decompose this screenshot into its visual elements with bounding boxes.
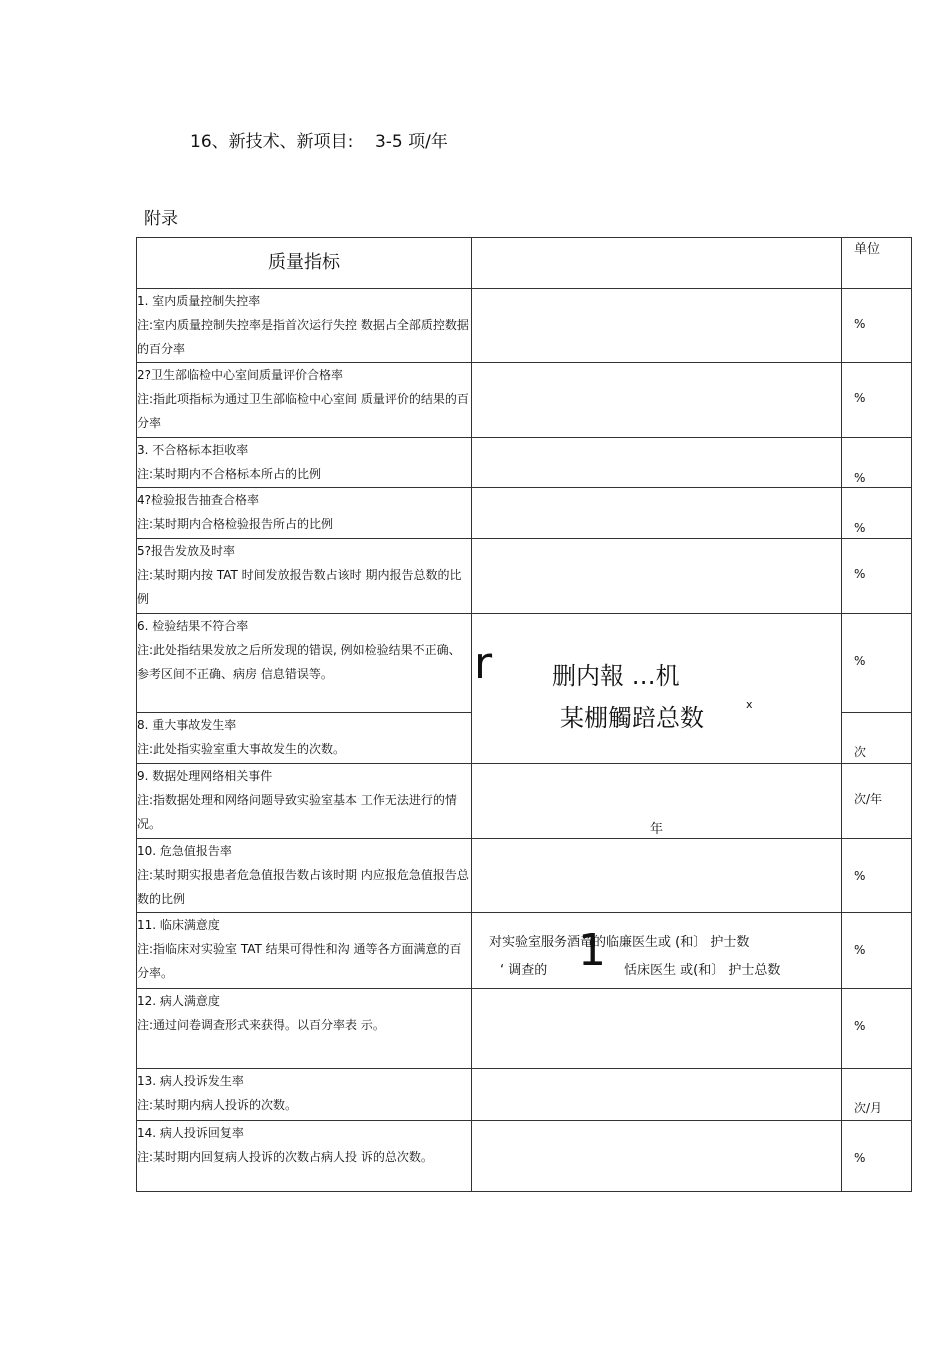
indicator-note: 注:某时期实报患者危急值报告数占该时期 内应报危急值报告总数的比例 <box>137 868 469 906</box>
formula-quote: ‘ 调查的 <box>500 963 548 978</box>
unit-value: % <box>854 567 866 581</box>
indicator-cell <box>137 1121 472 1192</box>
formula-denominator: 恬床医生 或(和〕 护士总数 <box>624 963 781 978</box>
formula-cell <box>472 438 842 488</box>
indicator-note: 注:某时期内按 TAT 时间发放报告数占该时 期内报告总数的比例 <box>137 568 462 606</box>
indicator-name: 10. 危急值报告率 <box>137 844 232 858</box>
indicator-name: 3. 不合格标本拒收率 <box>137 443 249 457</box>
indicator-note: 注:指临床对实验室 TAT 结果可得性和沟 通等各方面满意的百分率。 <box>137 942 462 980</box>
table-row <box>137 289 912 363</box>
formula-glyph-r: r <box>474 638 493 689</box>
table-row <box>137 1069 912 1121</box>
unit-cell <box>842 539 912 614</box>
unit-cell <box>842 989 912 1069</box>
header-formula-cell <box>472 238 842 289</box>
formula-cell <box>472 989 842 1069</box>
indicator-note: 注:室内质量控制失控率是指首次运行失控 数据占全部质控数据的百分率 <box>137 318 469 356</box>
unit-value: % <box>854 471 866 485</box>
header-quality-indicator: 质量指标 <box>137 238 472 289</box>
table-row <box>137 614 912 713</box>
unit-cell <box>842 1069 912 1121</box>
section-16-heading: 16、新技术、新项目: 3-5 项/年 <box>190 132 448 152</box>
indicator-cell <box>137 488 472 539</box>
formula-numerator: 删内報 …机 <box>552 662 680 690</box>
indicator-note: 注:此处指实验室重大事故发生的次数。 <box>137 742 346 756</box>
unit-value: % <box>854 943 866 957</box>
table-row <box>137 438 912 488</box>
indicator-cell <box>137 363 472 438</box>
indicator-note: 注:某时期内不合格标本所占的比例 <box>137 467 322 481</box>
formula-year-label: 年 <box>650 822 664 837</box>
formula-cell <box>472 764 842 839</box>
indicator-cell <box>137 989 472 1069</box>
formula-cell <box>472 913 842 989</box>
formula-cell <box>472 713 842 764</box>
indicator-name: 9. 数据处理网络相关事件 <box>137 769 273 783</box>
unit-value: 次/年 <box>854 792 883 806</box>
table-row <box>137 1121 912 1192</box>
unit-cell <box>842 713 912 764</box>
table-header-row <box>137 238 912 289</box>
table-row <box>137 839 912 913</box>
unit-cell <box>842 1121 912 1192</box>
table-row <box>137 539 912 614</box>
table-row <box>137 363 912 438</box>
indicator-cell <box>137 539 472 614</box>
unit-value: % <box>854 869 866 883</box>
unit-cell <box>842 438 912 488</box>
indicator-cell <box>137 764 472 839</box>
unit-value: % <box>854 1151 866 1165</box>
formula-cell <box>472 839 842 913</box>
indicator-cell <box>137 913 472 989</box>
formula-cell <box>472 1121 842 1192</box>
header-unit: 单位 <box>842 238 912 289</box>
indicator-cell <box>137 614 472 713</box>
indicator-note: 注:某时期内合格检验报告所占的比例 <box>137 517 334 531</box>
table-row <box>137 989 912 1069</box>
table-row <box>137 713 912 764</box>
indicator-cell <box>137 839 472 913</box>
indicator-cell <box>137 713 472 764</box>
indicator-name: 5?报告发放及时率 <box>137 544 236 558</box>
unit-cell <box>842 839 912 913</box>
indicator-note: 注:指此项指标为通过卫生部临检中心室间 质量评价的结果的百分率 <box>137 392 469 430</box>
indicator-name: 6. 检验结果不符合率 <box>137 619 249 633</box>
indicator-name: 14. 病人投诉回复率 <box>137 1126 244 1140</box>
unit-value: 次 <box>854 745 867 759</box>
indicator-name: 8. 重大事故发生率 <box>137 718 237 732</box>
formula-cell <box>472 614 842 732</box>
unit-cell <box>842 614 912 713</box>
unit-cell <box>842 913 912 989</box>
appendix-label: 附录 <box>144 209 178 229</box>
indicator-name: 2?卫生部临检中心室间质量评价合格率 <box>137 368 344 382</box>
unit-cell <box>842 764 912 839</box>
indicator-name: 13. 病人投诉发生率 <box>137 1074 244 1088</box>
indicator-note: 注:某时期内回复病人投诉的次数占病人投 诉的总次数。 <box>137 1150 433 1164</box>
unit-value: % <box>854 317 866 331</box>
indicator-cell <box>137 1069 472 1121</box>
formula-cell <box>472 363 842 438</box>
formula-cell <box>472 289 842 363</box>
formula-cell <box>472 539 842 614</box>
indicator-note: 注:指数据处理和网络问题导致实验室基本 工作无法进行的情况。 <box>137 793 457 831</box>
table-row <box>137 764 912 839</box>
unit-cell <box>842 363 912 438</box>
unit-value: % <box>854 391 866 405</box>
unit-cell <box>842 488 912 539</box>
table-row <box>137 488 912 539</box>
table-row <box>137 913 912 989</box>
formula-one: 1 <box>578 925 606 976</box>
indicator-note: 注:此处指结果发放之后所发现的错误, 例如检验结果不正确、参考区间不正确、病房 信息错误等。 <box>137 643 461 681</box>
unit-cell <box>842 289 912 363</box>
indicator-name: 1. 室内质量控制失控率 <box>137 294 261 308</box>
formula-numerator: 对实验室服务酒竜的临廉医生或 (和〕 护士数 <box>489 935 750 950</box>
indicator-cell <box>137 438 472 488</box>
indicator-note: 注:某时期内病人投诉的次数。 <box>137 1098 298 1112</box>
formula-denominator: 某棚觸踣总数 <box>560 704 704 732</box>
quality-indicator-table <box>136 237 912 1192</box>
unit-value: 次/月 <box>854 1101 883 1115</box>
unit-value: % <box>854 1019 866 1033</box>
formula-cell <box>472 1069 842 1121</box>
indicator-name: 11. 临床满意度 <box>137 918 220 932</box>
unit-value: % <box>854 521 866 535</box>
formula-cell <box>472 488 842 539</box>
indicator-name: 12. 病人满意度 <box>137 994 220 1008</box>
unit-value: % <box>854 654 866 668</box>
indicator-cell <box>137 289 472 363</box>
indicator-note: 注:通过问卷调查形式来获得。以百分率表 示。 <box>137 1018 385 1032</box>
indicator-name: 4?检验报告抽查合格率 <box>137 493 260 507</box>
formula-times-mark: x <box>746 698 753 711</box>
